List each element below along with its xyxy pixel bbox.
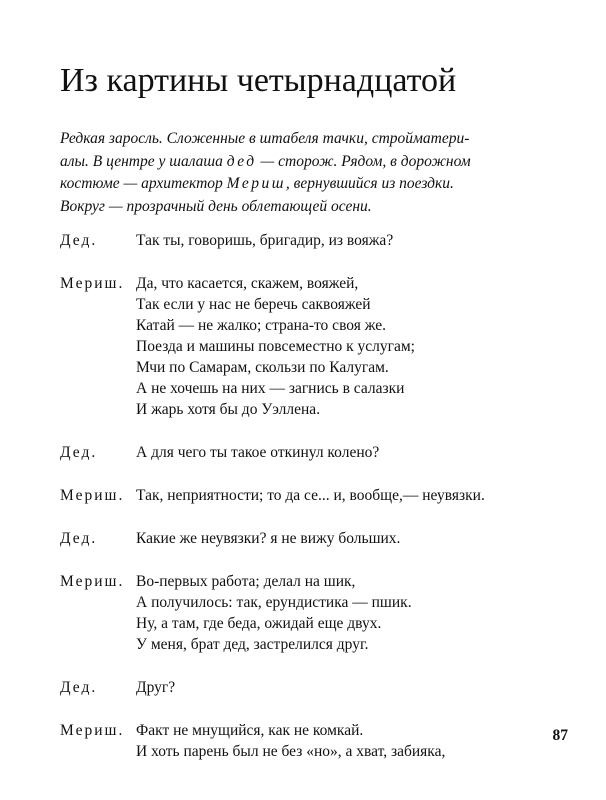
page-title: Из картины четырнадцатой (60, 61, 457, 99)
dialogue-entry (60, 485, 560, 506)
speaker-name: Дед. (60, 530, 98, 547)
speech (136, 230, 560, 251)
speech-line: Мчи по Самарам, скользи по Калугам. (136, 359, 389, 376)
character-name-ded: дед (226, 152, 257, 170)
speech-line: Так если у нас не беречь саквояжей (136, 296, 371, 313)
speaker-name: Дед. (60, 679, 98, 696)
speech (136, 528, 560, 549)
speech-line: И жарь хотя бы до Уэллена. (136, 401, 321, 418)
speech-line: Так ты, говоришь, бригадир, из вояжа? (136, 232, 394, 249)
stage-direction-text: — сторож. Рядом, в дорожном (260, 152, 471, 170)
dialogue-entry (60, 528, 560, 549)
character-name-merish: Мериш (226, 175, 286, 192)
stage-direction-text: , вернувшийся из поездки. (285, 175, 454, 192)
dialogue-entry (60, 273, 560, 420)
speech (136, 571, 560, 655)
speech-line: А получилось: так, ерундистика — пшик. (136, 594, 412, 611)
speech (136, 273, 560, 420)
speech-line: Ну, а там, где беда, ожидай еще двух. (136, 615, 382, 632)
stage-direction-line: Вокруг — прозрачный день облетающей осени. (60, 197, 372, 215)
speech (136, 720, 560, 762)
dialogue-entry (60, 720, 560, 762)
speaker-name: Мериш. (60, 487, 125, 504)
dialogue-entry (60, 442, 560, 463)
speaker-name: Мериш. (60, 573, 125, 590)
stage-direction-text: костюме — архитектор (60, 175, 223, 192)
stage-direction-line: Редкая заросль. Сложенные в штабеля тачки, стройматери- (60, 130, 470, 147)
speech (136, 442, 560, 463)
speech-line: Так, неприятности; то да се... и, вообще,— неувязки. (136, 487, 485, 504)
stage-direction-text: алы. В центре у шалаша (60, 152, 223, 170)
stage-direction-line (60, 151, 550, 174)
speech-line: Друг? (136, 679, 176, 696)
speech-line: Во-первых работа; делал на шик, (136, 573, 356, 590)
speaker-name: Мериш. (60, 275, 125, 292)
dialogue-entry (60, 230, 560, 251)
speaker-name: Дед. (60, 232, 98, 249)
speech-line: Катай — не жалко; страна-то своя же. (136, 317, 386, 334)
speech-line: И хоть парень был не без «но», а хват, забияка, (136, 743, 446, 760)
page-number: 87 (552, 727, 568, 744)
dialogue-entry (60, 571, 560, 655)
speaker-name: Мериш. (60, 722, 125, 739)
speech-line: А не хочешь на них — загнись в салазки (136, 380, 405, 397)
stage-direction-line (60, 173, 550, 196)
stage-direction (60, 128, 550, 218)
speaker-name: Дед. (60, 444, 98, 461)
dialogue-entry (60, 677, 560, 698)
speech-line: А для чего ты такое откинул колено? (136, 444, 380, 461)
speech-line: Поезда и машины повсеместно к услугам; (136, 338, 415, 355)
speech-line: Какие же неувязки? я не вижу больших. (136, 530, 401, 547)
speech (136, 677, 560, 698)
dialogue (60, 230, 560, 784)
speech (136, 485, 560, 506)
speech-line: Да, что касается, скажем, вояжей, (136, 275, 359, 292)
speech-line: У меня, брат дед, застрелился друг. (136, 636, 369, 653)
speech-line: Факт не мнущийся, как не комкай. (136, 722, 364, 739)
